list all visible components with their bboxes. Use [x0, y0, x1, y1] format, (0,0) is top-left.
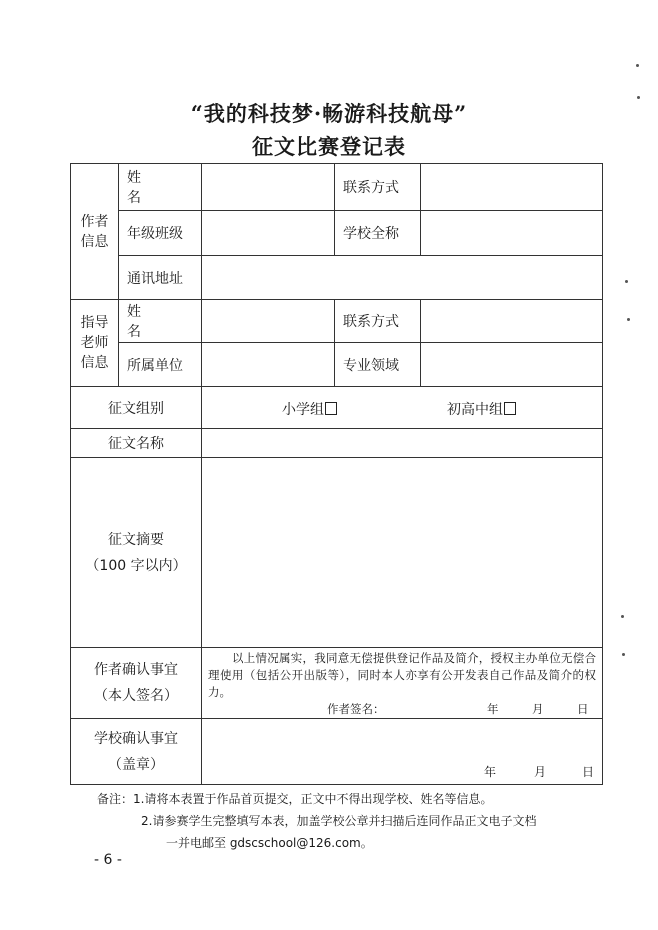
author-sign-year: 年 [487, 702, 499, 716]
teacher-contact-field[interactable] [421, 300, 603, 343]
author-address-field[interactable] [202, 256, 603, 300]
teacher-field-label: 专业领域 [335, 343, 421, 387]
abstract-label-cell [71, 458, 202, 648]
author-contact-field[interactable] [421, 164, 603, 211]
note-line-1: 备注：1.请将本表置于作品首页提交，正文中不得出现学校、姓名等信息。 [97, 792, 493, 806]
abstract-label: 征文摘要 [108, 531, 164, 548]
essay-name-label: 征文名称 [71, 429, 202, 458]
abstract-note: （100 字以内） [85, 557, 187, 574]
school-sign-day: 日 [582, 764, 595, 779]
author-confirm-content [202, 648, 603, 719]
school-confirm-content[interactable] [202, 719, 603, 785]
essay-group-label: 征文组别 [71, 387, 202, 429]
teacher-unit-field[interactable] [202, 343, 335, 387]
scan-speck [621, 615, 624, 618]
author-contact-label: 联系方式 [335, 164, 421, 211]
school-confirm-sub: （盖章） [108, 756, 164, 773]
teacher-unit-label: 所属单位 [119, 343, 202, 387]
author-sign-day: 日 [577, 702, 589, 716]
author-signature-row [202, 701, 602, 718]
form-title-line1: “我的科技梦·畅游科技航母” [190, 101, 468, 126]
teacher-field-field[interactable] [421, 343, 603, 387]
scan-speck [637, 96, 640, 99]
author-info-label: 作者信息 [71, 164, 119, 300]
author-address-label: 通讯地址 [119, 256, 202, 300]
school-sign-year: 年 [484, 764, 497, 779]
teacher-info-label: 指导老师信息 [71, 300, 119, 387]
author-confirm-label: 作者确认事宜 [94, 662, 178, 678]
note-line-2: 2.请参赛学生完整填写本表，加盖学校公章并扫描后连同作品正文电子文档 [141, 814, 537, 828]
author-name-label: 姓 名 [119, 164, 202, 211]
scan-speck [627, 318, 630, 321]
page-number: - 6 - [94, 852, 122, 868]
scan-speck [636, 64, 639, 67]
notes-section [97, 788, 536, 854]
essay-name-field[interactable] [202, 429, 603, 458]
secondary-group-checkbox[interactable] [504, 402, 516, 415]
abstract-field[interactable] [202, 458, 603, 648]
teacher-name-field[interactable] [202, 300, 335, 343]
registration-form-table [70, 163, 603, 785]
form-title-line2: 征文比赛登记表 [252, 134, 406, 159]
secondary-group-option[interactable] [447, 399, 516, 419]
author-grade-label: 年级班级 [119, 211, 202, 256]
primary-group-option[interactable] [282, 399, 337, 419]
teacher-name-label: 姓 名 [119, 300, 202, 343]
author-school-field[interactable] [421, 211, 603, 256]
school-confirm-label: 学校确认事宜 [94, 730, 178, 747]
author-school-label: 学校全称 [335, 211, 421, 256]
scan-speck [622, 653, 625, 656]
author-sign-month: 月 [532, 702, 544, 716]
author-grade-field[interactable] [202, 211, 335, 256]
school-sign-month: 月 [534, 764, 547, 779]
author-confirm-label-cell [71, 648, 202, 719]
primary-group-label: 小学组 [282, 402, 324, 418]
secondary-group-label: 初高中组 [447, 402, 503, 418]
school-date-row [202, 721, 602, 783]
teacher-contact-label: 联系方式 [335, 300, 421, 343]
author-confirm-sub: （本人签名） [94, 688, 178, 704]
note-line-3: 一并电邮至 gdscschool@126.com。 [166, 836, 373, 850]
primary-group-checkbox[interactable] [325, 402, 337, 415]
scan-speck [625, 280, 628, 283]
author-name-field[interactable] [202, 164, 335, 211]
author-statement: 以上情况属实，我同意无偿提供登记作品及简介，授权主办单位无偿合理使用（包括公开出版等），同时本人亦享有公开发表自己作品及简介的权力。 [208, 651, 596, 699]
school-confirm-label-cell [71, 719, 202, 785]
author-signature-label: 作者签名： [327, 702, 385, 716]
essay-group-options [202, 387, 603, 429]
